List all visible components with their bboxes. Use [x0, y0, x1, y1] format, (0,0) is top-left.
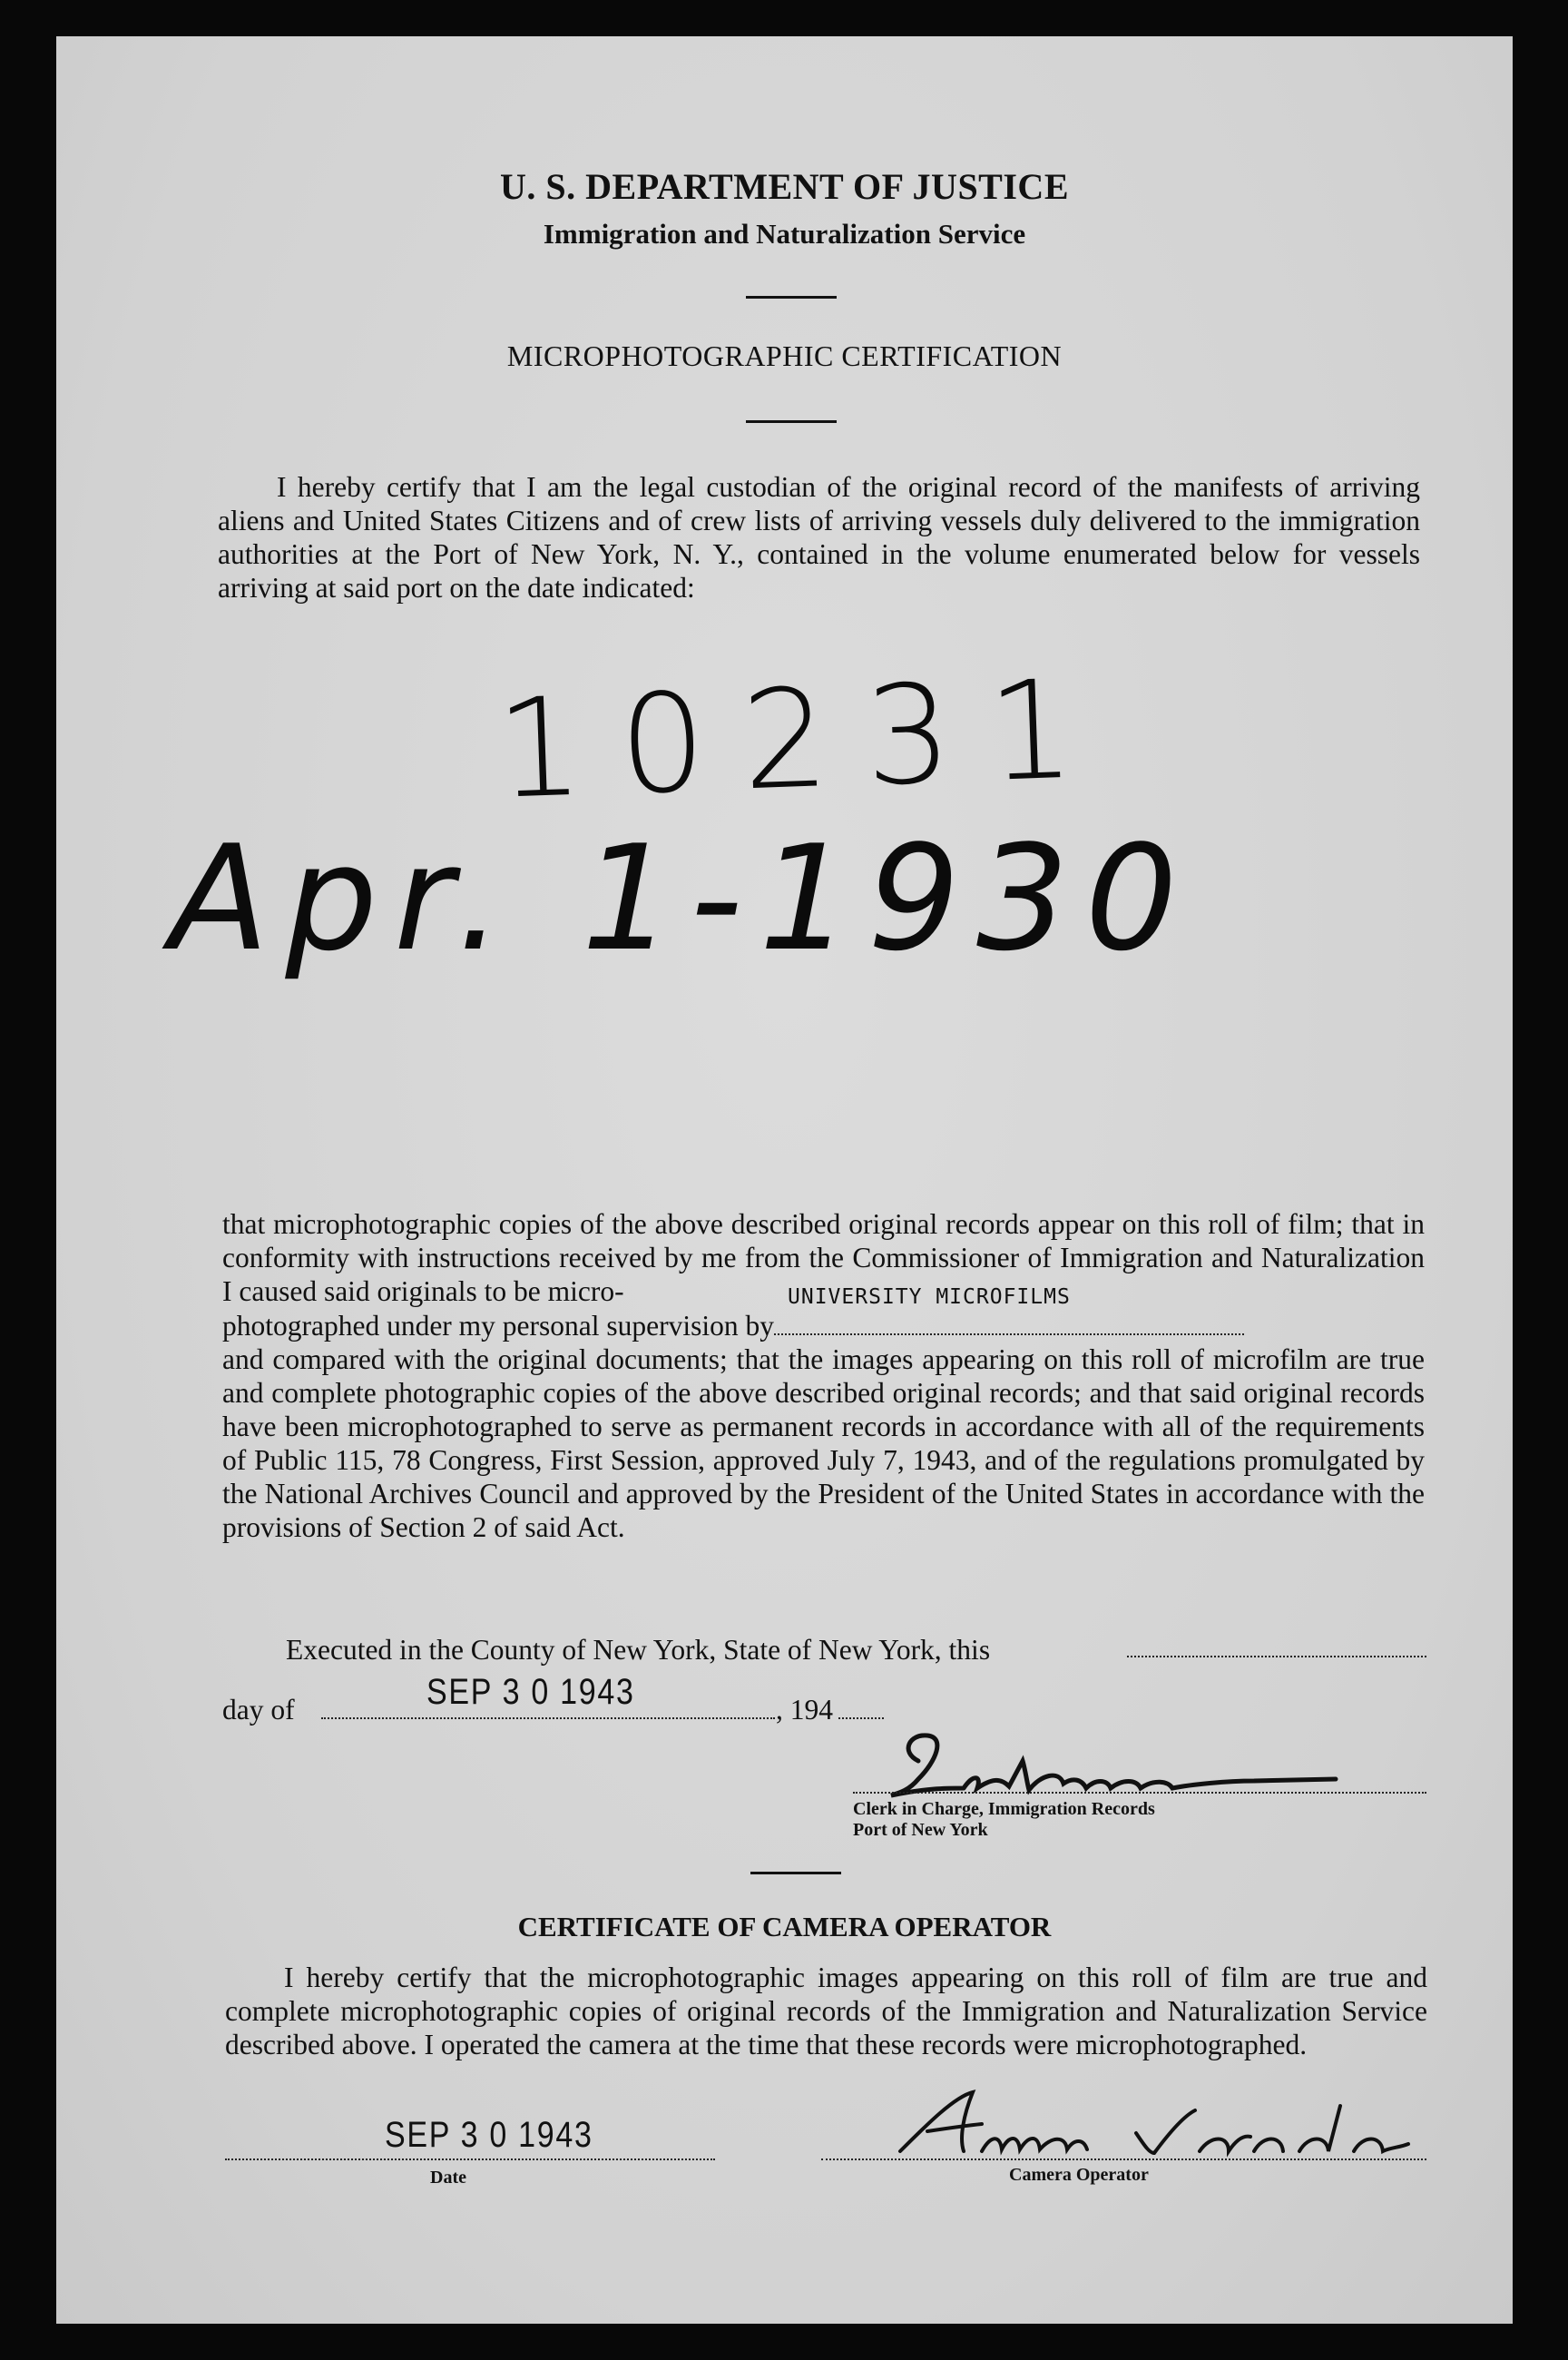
- year-prefix: , 194: [776, 1694, 833, 1726]
- divider: [750, 1872, 841, 1874]
- executed-date-field: [1127, 1656, 1426, 1657]
- department-heading: U. S. DEPARTMENT OF JUSTICE: [500, 166, 1069, 207]
- camera-date-line: [225, 2158, 715, 2160]
- handwritten-volume-number: 10231: [494, 650, 1114, 830]
- supervisor-name: UNIVERSITY MICROFILMS: [788, 1285, 1071, 1309]
- date-stamp: SEP 3 0 1943: [426, 1672, 635, 1712]
- clerk-title-line-2: Port of New York: [853, 1820, 988, 1840]
- handwritten-date: Apr. 1-1930: [170, 813, 1194, 983]
- certification-title: MICROPHOTOGRAPHIC CERTIFICATION: [506, 339, 1063, 372]
- divider: [746, 420, 837, 423]
- clerk-signature-line: [853, 1792, 1426, 1794]
- body-text-1: that microphotographic copies of the above described original records appear on this roll of film; that in conformity with instructions received by me from the Commissioner of Immigration and Naturalization I caused said originals to be micro-: [222, 1208, 1425, 1307]
- intro-paragraph: [218, 470, 1420, 605]
- executed-line: [286, 1634, 990, 1667]
- certificate-page: [56, 36, 1513, 2324]
- camera-operator-label: Camera Operator: [1009, 2165, 1149, 2185]
- supervision-line: [222, 1285, 1425, 1342]
- camera-paragraph: [225, 1961, 1427, 2061]
- day-of-field: [321, 1717, 775, 1719]
- body-text-2: and compared with the original documents; that the images appearing on this roll of microfilm are true and complete photographic copies of the above described original records; and that said original records have been microphotographed to serve as permanent records in accordance with all of the requirements of Public 115, 78 Congress, First Session, approved July 7, 1943, and of the regulations promulgated by the National Archives Council and approved by the President of the United States in accordance with the provisions of Section 2 of said Act.: [222, 1343, 1425, 1543]
- supervisor-field: [774, 1285, 1244, 1335]
- day-of-label: day of: [222, 1694, 295, 1726]
- date-label: Date: [430, 2168, 466, 2188]
- intro-text: I hereby certify that I am the legal custodian of the original record of the manifests of arriving aliens and United States Citizens and of crew lists of arriving vessels duly delivered to the immigration authorities at the Port of New York, N. Y., contained in the volume enumerated below for vessels arriving at said port on the date indicated:: [218, 471, 1420, 604]
- operator-signature-line: [821, 2158, 1426, 2160]
- operator-signature: [873, 2079, 1436, 2169]
- clerk-title: [853, 1799, 1155, 1841]
- supervision-prefix: photographed under my personal supervision by: [222, 1310, 775, 1342]
- body-paragraph: [222, 1207, 1425, 1544]
- service-subheading: Immigration and Naturalization Service: [543, 218, 1026, 250]
- clerk-title-line-1: Clerk in Charge, Immigration Records: [853, 1799, 1155, 1819]
- camera-body-text: I hereby certify that the microphotographic images appearing on this roll of film are true and complete microphotographic copies of original records of the Immigration and Naturalization Service described above. I operated the camera at the time that these records were microphotographed.: [225, 1962, 1427, 2060]
- camera-certificate-title: CERTIFICATE OF CAMERA OPERATOR: [517, 1911, 1052, 1942]
- executed-text: Executed in the County of New York, State of New York, this: [286, 1634, 991, 1666]
- camera-date-stamp: SEP 3 0 1943: [385, 2115, 593, 2155]
- year-field: [838, 1717, 884, 1719]
- divider: [746, 296, 837, 299]
